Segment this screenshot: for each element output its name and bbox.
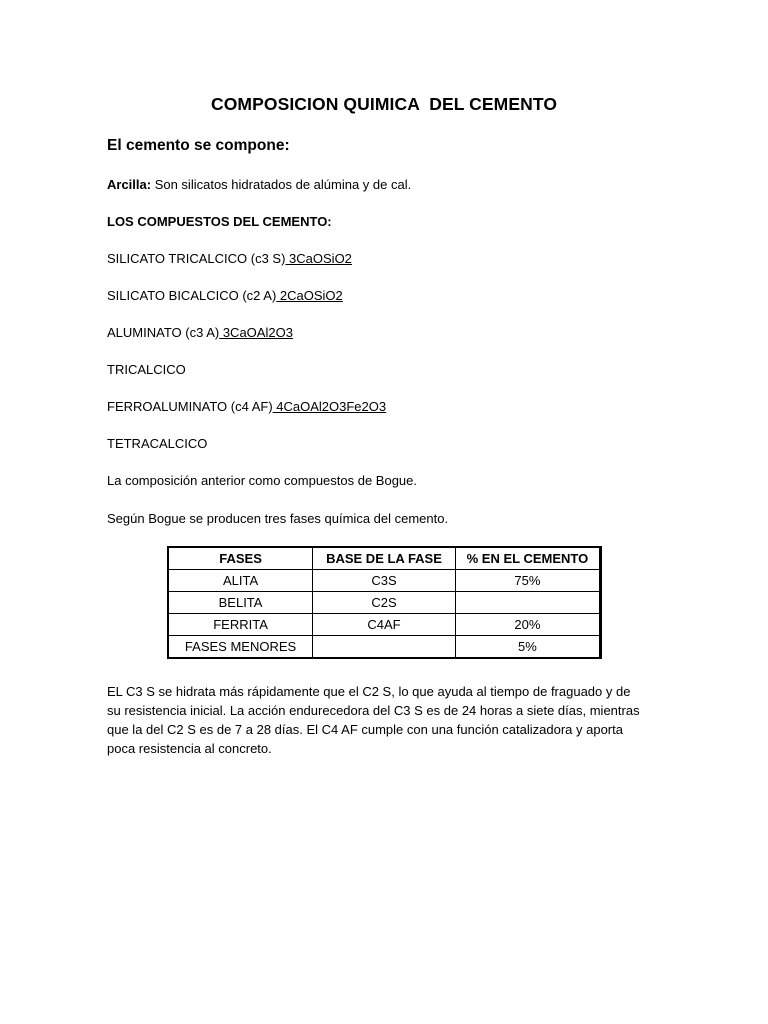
section-heading: El cemento se compone: <box>107 137 290 154</box>
compound-line <box>107 288 343 303</box>
table-cell <box>455 592 600 614</box>
table-cell: BELITA <box>168 592 313 614</box>
compound-formula: 2CaOSiO2 <box>276 288 343 303</box>
compound-formula: 3CaOAl2O3 <box>219 325 293 340</box>
arcilla-text: Son silicatos hidratados de alúmina y de cal. <box>151 177 412 192</box>
table-header-row <box>168 547 601 570</box>
compound-name: FERROALUMINATO (c4 AF) <box>107 399 273 414</box>
bogue-phases-line: Según Bogue se producen tres fases química del cemento. <box>107 511 449 526</box>
description-paragraph <box>107 682 667 758</box>
compound-line <box>107 399 386 414</box>
paragraph-line: su resistencia inicial. La acción endurecedora del C3 S es de 24 horas a siete días, mientras <box>107 703 640 718</box>
column-header: FASES <box>168 547 313 570</box>
table-cell: 75% <box>455 570 600 592</box>
table-cell: FASES MENORES <box>168 636 313 659</box>
compound-formula: 4CaOAl2O3Fe2O3 <box>272 399 387 414</box>
table-cell: FERRITA <box>168 614 313 636</box>
document-title: COMPOSICION QUIMICA DEL CEMENTO <box>210 94 558 114</box>
compound-name: SILICATO BICALCICO (c2 A) <box>107 288 277 303</box>
table-cell: 20% <box>455 614 600 636</box>
compound-name: TRICALCICO <box>107 362 186 377</box>
table-row <box>168 570 601 592</box>
compound-line <box>107 325 293 340</box>
column-header: % EN EL CEMENTO <box>455 547 600 570</box>
compound-line <box>107 436 207 451</box>
paragraph-line: EL C3 S se hidrata más rápidamente que el C2 S, lo que ayuda al tiempo de fraguado y de <box>107 684 631 699</box>
compound-formula: 3CaOSiO2 <box>285 251 352 266</box>
table-cell: 5% <box>455 636 600 659</box>
table-row <box>168 636 601 659</box>
table-row <box>168 592 601 614</box>
table-cell: C2S <box>313 592 456 614</box>
compound-name: TETRACALCICO <box>107 436 208 451</box>
compuestos-heading: LOS COMPUESTOS DEL CEMENTO: <box>107 214 332 229</box>
compound-name: ALUMINATO (c3 A) <box>107 325 220 340</box>
column-header: BASE DE LA FASE <box>313 547 456 570</box>
paragraph-line: poca resistencia al concreto. <box>107 741 272 756</box>
table-row <box>168 614 601 636</box>
arcilla-line <box>107 177 411 192</box>
table-cell <box>313 636 456 659</box>
phases-table <box>167 546 602 659</box>
bogue-line: La composición anterior como compuestos de Bogue. <box>107 473 418 488</box>
table-cell: C3S <box>313 570 456 592</box>
arcilla-label: Arcilla: <box>107 177 152 192</box>
compound-name: SILICATO TRICALCICO (c3 S) <box>107 251 286 266</box>
compound-line <box>107 251 352 266</box>
table-cell: C4AF <box>313 614 456 636</box>
compound-line <box>107 362 186 377</box>
paragraph-line: que la del C2 S es de 7 a 28 días. El C4 AF cumple con una función catalizadora y aporta <box>107 722 623 737</box>
table-cell: ALITA <box>168 570 313 592</box>
